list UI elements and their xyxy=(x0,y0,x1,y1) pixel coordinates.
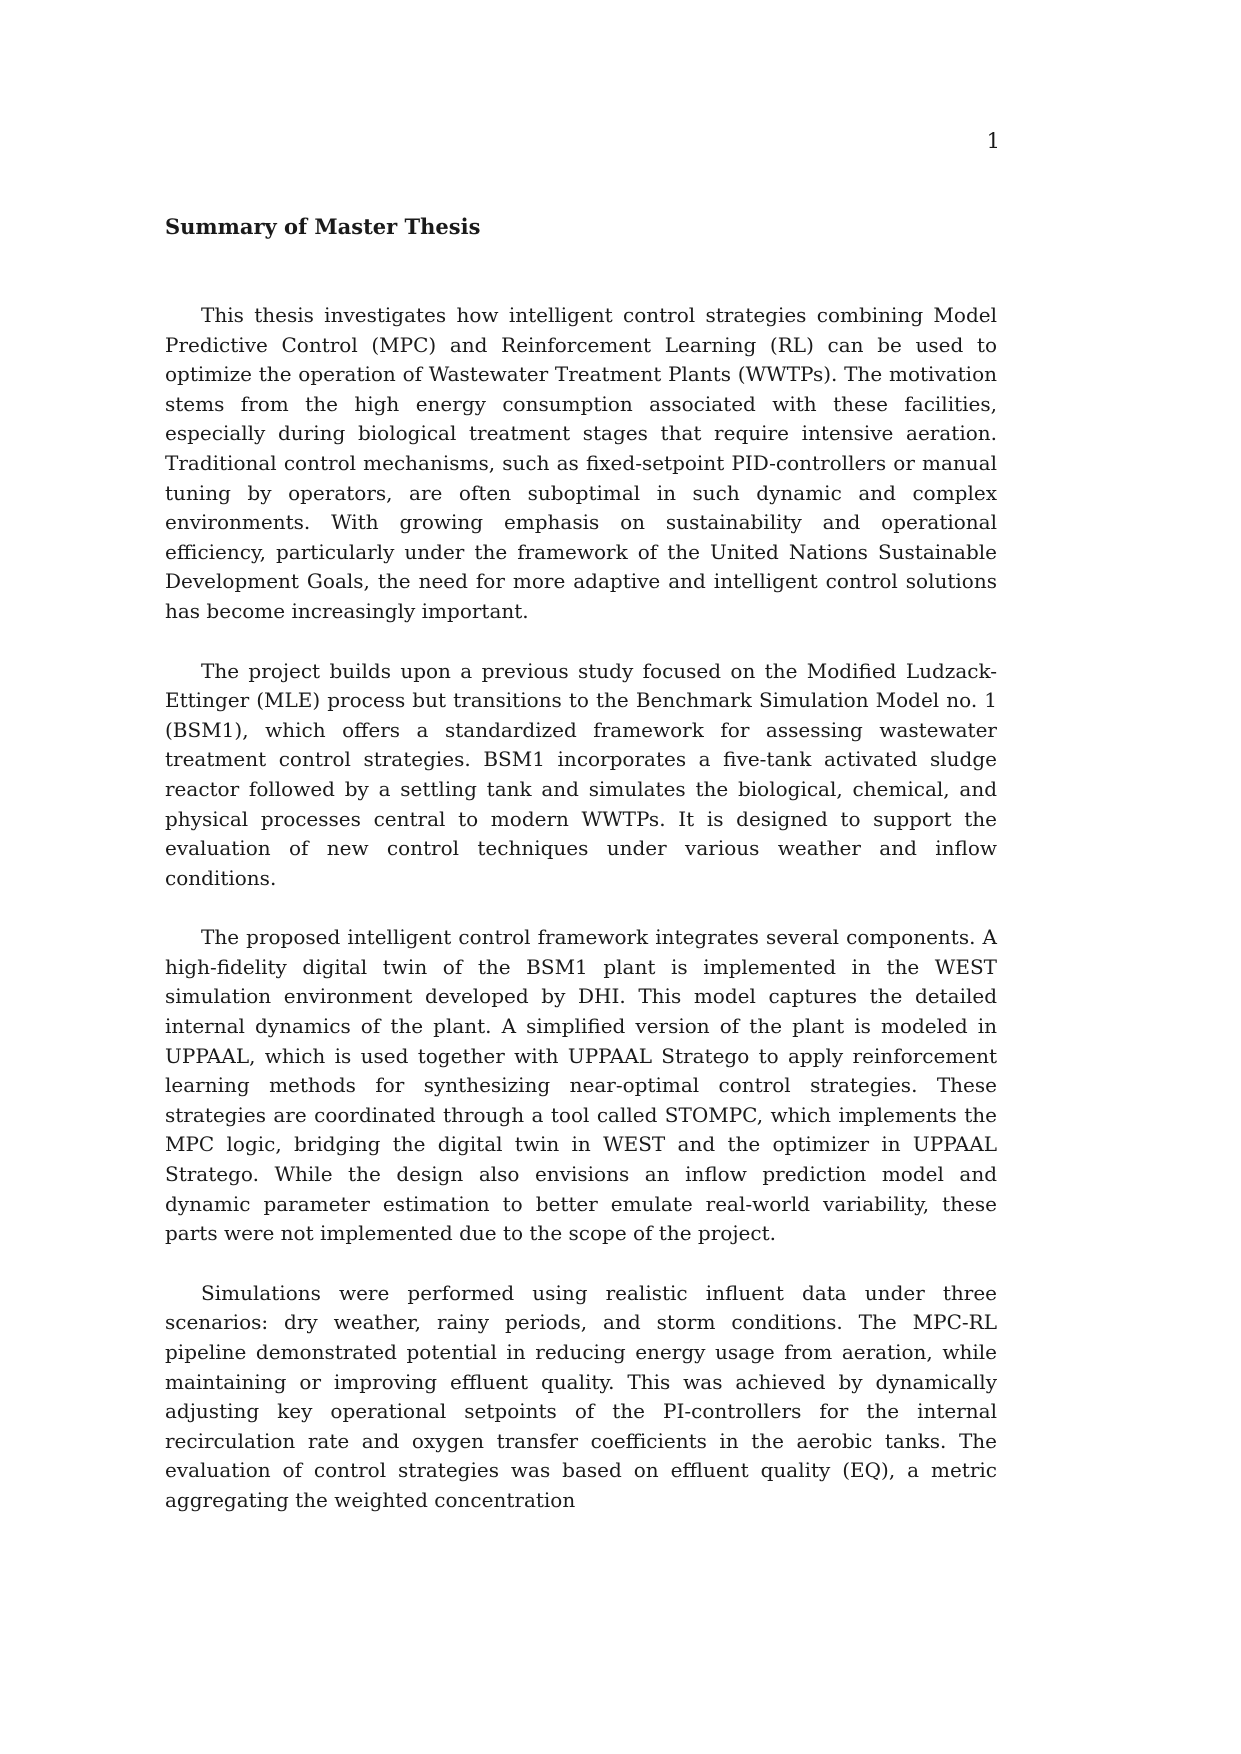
summary-body xyxy=(165,301,997,1546)
paragraph-simulations: Simulations were performed using realistic influent data under three scenarios: dry weather, rainy periods, and storm conditions. The MPC-RL pipeline demonstrated potential in reducing energy usage from aeration, while maintaining or improving effluent quality. This was achieved by dynamically adjusting key operational setpoints of the PI-controllers for the internal recirculation rate and oxygen transfer coefficients in the aerobic tanks. The evaluation of control strategies was based on effluent quality (EQ), a metric aggregating the weighted concentration xyxy=(165,1280,997,1512)
paragraph-motivation: This thesis investigates how intelligent control strategies combining Model Predictive Control (MPC) and Reinforcement Learning (RL) can be used to optimize the operation of Wastewater Treatment Plants (WWTPs). The motivation stems from the high energy consumption associated with these facilities, especially during biological treatment stages that require intensive aeration. Traditional control mechanisms, such as fixed-setpoint PID-controllers or manual tuning by operators, are often suboptimal in such dynamic and complex environments. With growing emphasis on sustainability and operational efficiency, particularly under the framework of the United Nations Sustainable Development Goals, the need for more adaptive and intelligent control solutions has become increasingly important. xyxy=(165,303,997,623)
page-number: 1 xyxy=(986,129,1000,153)
section-title: Summary of Master Thesis xyxy=(165,214,481,239)
paragraph-framework: The proposed intelligent control framework integrates several components. A high-fidelity digital twin of the BSM1 plant is implemented in the WEST simulation environment developed by DHI. This model captures the detailed internal dynamics of the plant. A simplified version of the plant is modeled in UPPAAL, which is used together with UPPAAL Stratego to apply reinforcement learning methods for synthesizing near-optimal control strategies. These strategies are coordinated through a tool called STOMPC, which implements the MPC logic, bridging the digital twin in WEST and the optimizer in UPPAAL Stratego. While the design also envisions an inflow prediction model and dynamic parameter estimation to better emulate real-world variability, these parts were not implemented due to the scope of the project. xyxy=(165,925,997,1246)
paragraph-bsm1: The project builds upon a previous study focused on the Modified Ludzack-Ettinger (MLE) process but transitions to the Benchmark Simulation Model no. 1 (BSM1), which offers a standardized framework for assessing wastewater treatment control strategies. BSM1 incorporates a five-tank activated sludge reactor followed by a settling tank and simulates the biological, chemical, and physical processes central to modern WWTPs. It is designed to support the evaluation of new control techniques under various weather and inflow conditions. xyxy=(165,658,997,890)
